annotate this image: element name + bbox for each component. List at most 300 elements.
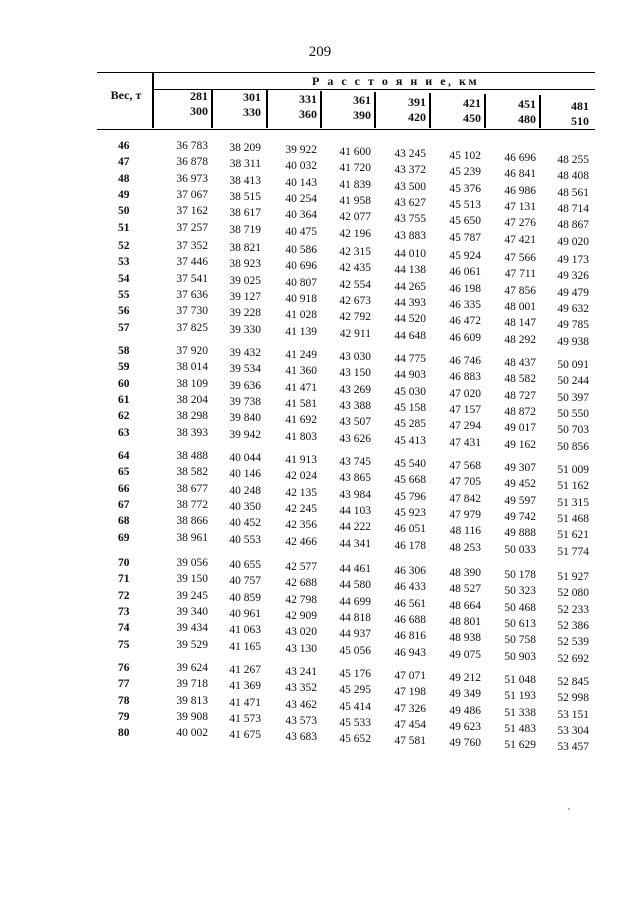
weight-cell: 65 <box>118 466 130 479</box>
price-cell: 50 033 <box>504 543 536 556</box>
price-cell: 50 903 <box>504 650 536 663</box>
price-cell: 49 597 <box>504 494 536 507</box>
page-number: 209 <box>308 44 332 60</box>
distance-range-label <box>451 96 481 126</box>
price-cell: 47 581 <box>394 735 426 748</box>
price-cell: 47 131 <box>504 200 536 213</box>
price-cell: 39 738 <box>229 395 261 408</box>
price-cell: 45 787 <box>449 231 481 244</box>
price-cell: 42 466 <box>285 535 317 548</box>
range-column-divider <box>539 95 541 128</box>
price-cell: 47 421 <box>504 233 536 246</box>
range-column-divider <box>484 94 486 128</box>
price-cell: 50 397 <box>557 391 589 404</box>
weight-cell: 74 <box>118 622 130 635</box>
price-cell: 42 077 <box>339 211 371 224</box>
price-cell: 45 513 <box>449 198 481 211</box>
price-cell: 43 030 <box>339 351 371 363</box>
price-cell: 50 703 <box>557 424 589 437</box>
weight-cell: 77 <box>118 678 130 691</box>
price-cell: 50 550 <box>557 407 589 420</box>
price-cell: 42 435 <box>339 262 371 275</box>
price-cell: 46 816 <box>394 630 426 643</box>
price-cell: 49 623 <box>449 720 481 733</box>
price-cell: 41 581 <box>285 397 317 410</box>
price-cell: 49 075 <box>449 648 481 661</box>
price-cell: 38 677 <box>176 482 208 495</box>
price-cell: 43 683 <box>285 731 317 744</box>
price-cell: 46 841 <box>504 168 536 181</box>
price-cell: 46 198 <box>449 282 481 295</box>
price-cell: 47 276 <box>504 217 536 230</box>
price-cell: 44 903 <box>394 369 426 382</box>
price-cell: 53 304 <box>557 724 589 737</box>
price-cell: 37 446 <box>176 256 208 269</box>
price-cell: 47 071 <box>394 670 426 682</box>
weight-cell: 47 <box>118 156 130 169</box>
price-cell: 39 056 <box>176 557 208 569</box>
price-cell: 39 718 <box>176 678 208 691</box>
range-to: 480 <box>518 112 536 127</box>
price-cell: 38 515 <box>229 190 261 203</box>
price-cell: 49 326 <box>557 270 589 283</box>
price-cell: 39 330 <box>229 323 261 336</box>
price-cell: 44 265 <box>394 280 426 293</box>
price-cell: 50 323 <box>504 585 536 598</box>
weight-cell: 73 <box>118 605 130 618</box>
price-cell: 49 349 <box>449 688 481 701</box>
price-cell: 40 452 <box>229 517 261 530</box>
price-cell: 45 239 <box>449 166 481 179</box>
price-cell: 51 048 <box>504 674 536 686</box>
price-cell: 50 468 <box>504 601 536 614</box>
header-divider <box>152 72 154 128</box>
price-cell: 38 582 <box>176 466 208 479</box>
price-cell: 39 150 <box>176 573 208 586</box>
price-cell: 42 135 <box>285 486 317 499</box>
price-cell: 39 908 <box>176 710 208 723</box>
price-cell: 49 307 <box>504 462 536 474</box>
price-cell: 48 872 <box>504 405 536 418</box>
price-cell: 51 621 <box>557 529 589 542</box>
price-cell: 48 664 <box>449 599 481 612</box>
price-cell: 43 507 <box>339 416 371 429</box>
price-cell: 51 338 <box>504 706 536 719</box>
weight-cell: 72 <box>118 589 130 602</box>
weight-cell: 55 <box>118 288 130 301</box>
price-cell: 37 257 <box>176 221 208 234</box>
price-cell: 41 471 <box>229 696 261 709</box>
range-column-divider <box>374 92 376 128</box>
price-cell: 49 632 <box>557 302 589 315</box>
price-cell: 48 727 <box>504 389 536 402</box>
price-cell: 47 568 <box>449 460 481 472</box>
price-cell: 43 755 <box>394 213 426 226</box>
weight-cell: 68 <box>118 515 130 528</box>
price-cell: 47 979 <box>449 508 481 521</box>
price-cell: 39 432 <box>229 347 261 359</box>
price-cell: 45 796 <box>394 490 426 503</box>
weight-cell: 80 <box>118 727 130 740</box>
price-cell: 48 938 <box>449 632 481 645</box>
range-from: 481 <box>571 98 589 113</box>
price-cell: 48 437 <box>504 357 536 369</box>
weight-cell: 59 <box>118 361 130 374</box>
price-cell: 42 356 <box>285 519 317 532</box>
price-cell: 39 636 <box>229 379 261 392</box>
price-cell: 39 942 <box>229 428 261 441</box>
price-cell: 42 245 <box>285 502 317 515</box>
price-cell: 40 002 <box>176 727 208 740</box>
price-cell: 52 845 <box>557 676 589 688</box>
price-cell: 38 413 <box>229 174 261 187</box>
price-cell: 41 958 <box>339 194 371 207</box>
price-cell: 43 865 <box>339 472 371 485</box>
price-cell: 42 673 <box>339 294 371 307</box>
price-cell: 42 792 <box>339 311 371 324</box>
price-cell: 50 613 <box>504 617 536 630</box>
price-cell: 48 001 <box>504 300 536 313</box>
price-cell: 50 758 <box>504 634 536 647</box>
price-cell: 37 067 <box>176 188 208 201</box>
price-cell: 36 783 <box>176 140 208 152</box>
price-cell: 43 745 <box>339 456 371 468</box>
price-cell: 43 388 <box>339 399 371 412</box>
price-cell: 37 730 <box>176 305 208 318</box>
price-cell: 46 433 <box>394 581 426 594</box>
price-cell: 39 922 <box>285 144 317 156</box>
price-cell: 43 150 <box>339 367 371 380</box>
price-cell: 40 143 <box>285 176 317 189</box>
weight-column-header: Вес, т <box>110 88 142 102</box>
price-cell: 39 529 <box>176 638 208 651</box>
distance-range-label <box>341 93 371 123</box>
price-cell: 48 147 <box>504 317 536 330</box>
price-cell: 42 688 <box>285 577 317 590</box>
price-cell: 47 566 <box>504 252 536 264</box>
price-cell: 45 650 <box>449 215 481 228</box>
price-cell: 44 775 <box>394 353 426 365</box>
price-cell: 48 255 <box>557 154 589 166</box>
price-cell: 40 146 <box>229 468 261 481</box>
price-cell: 47 198 <box>394 686 426 699</box>
price-cell: 48 390 <box>449 567 481 579</box>
header-subdivider <box>152 89 595 90</box>
price-cell: 43 627 <box>394 196 426 209</box>
price-cell: 38 488 <box>176 450 208 462</box>
price-cell: 46 696 <box>504 152 536 164</box>
price-cell: 42 577 <box>285 561 317 573</box>
price-cell: 39 624 <box>176 662 208 674</box>
price-cell: 44 341 <box>339 537 371 550</box>
price-cell: 46 986 <box>504 184 536 197</box>
price-cell: 44 138 <box>394 264 426 277</box>
price-cell: 39 025 <box>229 274 261 287</box>
price-cell: 41 675 <box>229 729 261 742</box>
price-cell: 48 292 <box>504 333 536 346</box>
range-to: 360 <box>299 106 317 121</box>
range-column-divider <box>429 93 431 128</box>
weight-cell: 50 <box>118 205 130 218</box>
price-cell: 43 626 <box>339 432 371 445</box>
price-cell: 51 162 <box>557 480 589 493</box>
price-cell: 40 586 <box>285 244 317 256</box>
price-cell: 45 923 <box>394 506 426 519</box>
price-cell: 41 360 <box>285 365 317 378</box>
price-cell: 48 527 <box>449 583 481 596</box>
weight-cell: 57 <box>118 321 130 334</box>
price-cell: 40 254 <box>285 192 317 205</box>
price-cell: 47 431 <box>449 436 481 449</box>
price-cell: 41 249 <box>285 349 317 361</box>
price-cell: 50 178 <box>504 569 536 581</box>
price-cell: 47 020 <box>449 387 481 400</box>
price-cell: 38 719 <box>229 223 261 236</box>
price-cell: 45 158 <box>394 401 426 414</box>
price-cell: 51 315 <box>557 496 589 509</box>
distance-range-label <box>178 89 208 119</box>
range-from: 361 <box>353 93 371 108</box>
price-cell: 49 162 <box>504 438 536 451</box>
price-cell: 43 573 <box>285 714 317 727</box>
price-cell: 51 774 <box>557 545 589 558</box>
price-cell: 46 746 <box>449 355 481 367</box>
price-cell: 44 648 <box>394 329 426 342</box>
price-cell: 41 028 <box>285 309 317 322</box>
price-cell: 43 269 <box>339 383 371 396</box>
price-cell: 39 813 <box>176 694 208 707</box>
distance-column-header: Р а с с т о я н и е, км <box>312 74 480 88</box>
price-cell: 49 020 <box>557 235 589 248</box>
price-cell: 52 233 <box>557 603 589 616</box>
price-cell: 51 483 <box>504 722 536 735</box>
range-to: 390 <box>353 108 371 123</box>
price-cell: 40 248 <box>229 484 261 497</box>
price-cell: 40 044 <box>229 452 261 464</box>
price-cell: 44 393 <box>394 296 426 309</box>
price-cell: 39 840 <box>229 412 261 425</box>
price-cell: 42 315 <box>339 246 371 258</box>
price-cell: 40 961 <box>229 607 261 620</box>
price-cell: 49 212 <box>449 672 481 684</box>
price-cell: 46 178 <box>394 539 426 552</box>
price-cell: 49 486 <box>449 704 481 717</box>
price-cell: 48 714 <box>557 202 589 215</box>
price-cell: 44 520 <box>394 313 426 326</box>
price-cell: 49 760 <box>449 737 481 750</box>
range-to: 330 <box>243 105 261 120</box>
price-cell: 38 109 <box>176 377 208 390</box>
range-from: 451 <box>518 97 536 112</box>
price-cell: 44 937 <box>339 628 371 641</box>
price-cell: 41 369 <box>229 680 261 693</box>
weight-cell: 51 <box>118 221 130 234</box>
price-cell: 40 655 <box>229 559 261 571</box>
price-cell: 43 372 <box>394 164 426 177</box>
price-cell: 38 209 <box>229 142 261 154</box>
weight-cell: 76 <box>118 662 130 674</box>
price-cell: 45 413 <box>394 434 426 447</box>
price-cell: 50 091 <box>557 359 589 371</box>
price-cell: 41 839 <box>339 178 371 191</box>
range-to: 510 <box>571 113 589 128</box>
price-cell: 53 151 <box>557 708 589 721</box>
weight-cell: 58 <box>118 345 130 357</box>
price-cell: 40 807 <box>285 276 317 289</box>
price-cell: 44 103 <box>339 504 371 517</box>
price-cell: 37 920 <box>176 345 208 357</box>
range-to: 300 <box>190 104 208 118</box>
price-cell: 38 393 <box>176 426 208 439</box>
price-cell: 49 742 <box>504 510 536 523</box>
price-cell: 38 311 <box>229 158 261 171</box>
range-from: 391 <box>408 94 426 109</box>
price-cell: 39 245 <box>176 589 208 602</box>
price-cell: 49 479 <box>557 286 589 299</box>
price-cell: 40 918 <box>285 292 317 305</box>
price-cell: 52 539 <box>557 636 589 649</box>
price-cell: 44 699 <box>339 595 371 608</box>
weight-cell: 63 <box>118 426 130 439</box>
price-cell: 38 014 <box>176 361 208 374</box>
price-cell: 48 408 <box>557 170 589 183</box>
price-cell: 41 913 <box>285 454 317 466</box>
price-cell: 50 856 <box>557 440 589 453</box>
price-cell: 49 785 <box>557 319 589 332</box>
weight-cell: 53 <box>118 256 130 269</box>
price-cell: 48 253 <box>449 541 481 554</box>
price-cell: 48 561 <box>557 186 589 199</box>
price-cell: 41 720 <box>339 162 371 175</box>
range-column-divider <box>211 89 213 128</box>
price-cell: 50 244 <box>557 375 589 388</box>
range-to: 420 <box>408 109 426 124</box>
distance-range-label <box>287 92 317 122</box>
price-cell: 45 376 <box>449 182 481 195</box>
price-cell: 44 010 <box>394 248 426 260</box>
range-column-divider <box>320 91 322 128</box>
price-cell: 47 294 <box>449 420 481 433</box>
price-cell: 52 080 <box>557 587 589 600</box>
price-cell: 45 668 <box>394 474 426 487</box>
price-cell: 47 711 <box>504 268 536 281</box>
price-cell: 51 193 <box>504 690 536 703</box>
weight-cell: 64 <box>118 450 130 462</box>
price-cell: 45 652 <box>339 733 371 746</box>
price-cell: 47 842 <box>449 492 481 505</box>
price-cell: 40 553 <box>229 533 261 546</box>
price-cell: 47 157 <box>449 403 481 416</box>
price-cell: 43 245 <box>394 148 426 160</box>
price-cell: 51 629 <box>504 739 536 752</box>
range-column-divider <box>266 90 268 128</box>
weight-cell: 69 <box>118 531 130 544</box>
price-cell: 47 454 <box>394 718 426 731</box>
price-cell: 52 692 <box>557 652 589 665</box>
price-cell: 40 696 <box>285 260 317 273</box>
price-cell: 44 461 <box>339 563 371 575</box>
price-cell: 49 888 <box>504 527 536 540</box>
price-cell: 45 102 <box>449 150 481 162</box>
range-from: 331 <box>299 91 317 106</box>
scan-speck <box>568 808 570 810</box>
price-cell: 46 306 <box>394 565 426 577</box>
price-cell: 37 541 <box>176 272 208 285</box>
price-cell: 49 173 <box>557 254 589 266</box>
distance-range-label <box>559 99 589 129</box>
price-cell: 38 821 <box>229 242 261 254</box>
weight-cell: 75 <box>118 638 130 651</box>
price-cell: 42 911 <box>339 327 371 340</box>
price-cell: 41 803 <box>285 430 317 443</box>
price-cell: 37 825 <box>176 321 208 334</box>
price-cell: 43 020 <box>285 626 317 639</box>
price-cell: 38 204 <box>176 393 208 406</box>
price-cell: 43 352 <box>285 682 317 695</box>
price-cell: 48 867 <box>557 219 589 232</box>
weight-cell: 62 <box>118 410 130 423</box>
price-cell: 45 056 <box>339 644 371 657</box>
price-cell: 45 533 <box>339 716 371 729</box>
price-cell: 45 030 <box>394 385 426 398</box>
price-cell: 44 222 <box>339 521 371 534</box>
price-cell: 39 228 <box>229 307 261 320</box>
price-cell: 36 973 <box>176 172 208 185</box>
weight-cell: 78 <box>118 694 130 707</box>
price-cell: 42 196 <box>339 227 371 240</box>
price-cell: 46 472 <box>449 315 481 328</box>
price-cell: 46 051 <box>394 523 426 536</box>
price-cell: 43 130 <box>285 642 317 655</box>
price-cell: 38 961 <box>176 531 208 544</box>
price-cell: 49 017 <box>504 422 536 435</box>
price-cell: 42 909 <box>285 609 317 622</box>
weight-cell: 79 <box>118 710 130 723</box>
price-cell: 43 984 <box>339 488 371 501</box>
price-cell: 41 139 <box>285 325 317 338</box>
price-cell: 42 554 <box>339 278 371 291</box>
price-cell: 40 757 <box>229 575 261 588</box>
range-to: 450 <box>463 111 481 125</box>
price-cell: 45 176 <box>339 668 371 680</box>
price-cell: 46 561 <box>394 597 426 610</box>
price-cell: 48 116 <box>449 525 481 538</box>
weight-cell: 56 <box>118 305 130 318</box>
price-cell: 37 352 <box>176 240 208 252</box>
price-cell: 45 414 <box>339 700 371 713</box>
price-cell: 40 350 <box>229 500 261 513</box>
price-cell: 37 162 <box>176 205 208 218</box>
weight-cell: 48 <box>118 172 130 185</box>
price-cell: 38 923 <box>229 258 261 271</box>
price-cell: 45 285 <box>394 418 426 431</box>
price-cell: 51 468 <box>557 512 589 525</box>
distance-range-label <box>231 90 261 120</box>
price-cell: 49 938 <box>557 335 589 348</box>
price-cell: 38 772 <box>176 498 208 511</box>
price-cell: 53 457 <box>557 741 589 754</box>
price-cell: 39 340 <box>176 605 208 618</box>
weight-cell: 70 <box>118 557 130 569</box>
weight-cell: 67 <box>118 498 130 511</box>
range-from: 301 <box>243 90 261 105</box>
price-cell: 47 326 <box>394 702 426 715</box>
price-cell: 41 573 <box>229 712 261 725</box>
price-cell: 48 582 <box>504 373 536 386</box>
price-cell: 46 061 <box>449 266 481 279</box>
price-cell: 51 927 <box>557 571 589 583</box>
price-cell: 37 636 <box>176 288 208 301</box>
